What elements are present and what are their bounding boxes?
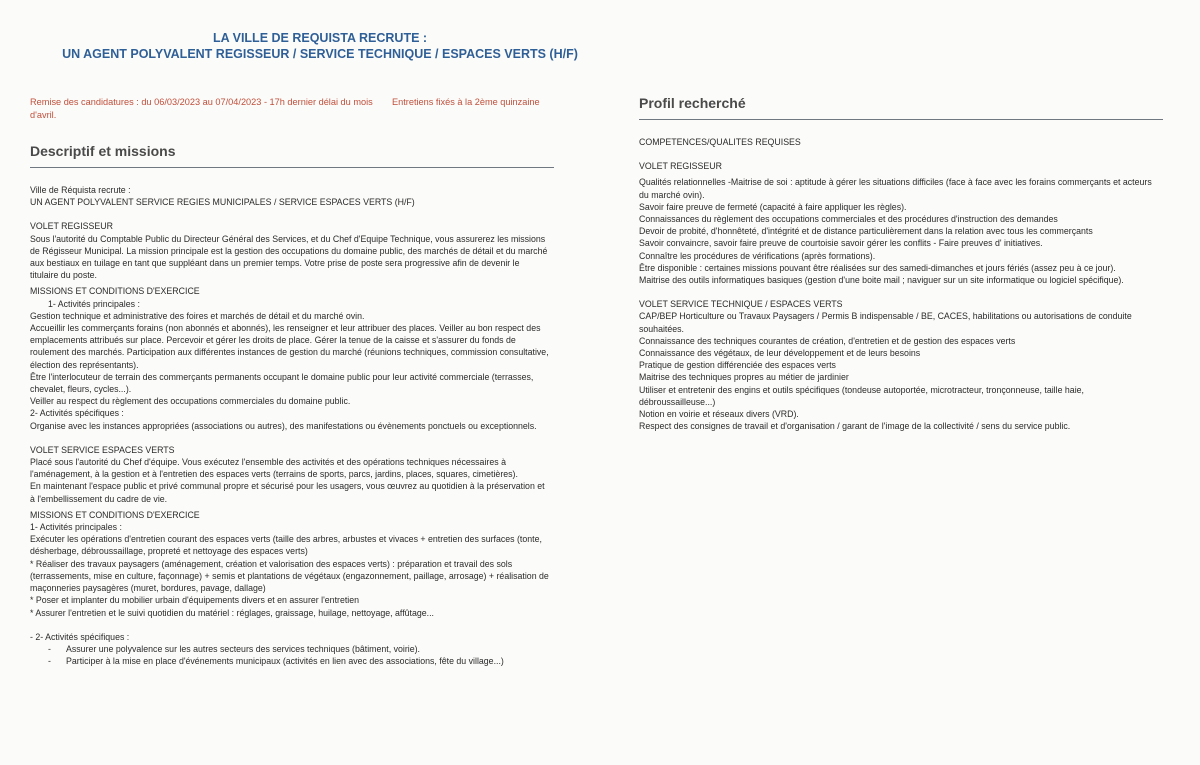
regisseur-qualities-list [639,176,1159,286]
dash-bullet: - [48,656,51,667]
volet-regisseur-title: VOLET REGISSEUR [30,221,113,232]
deadline-block [30,96,570,121]
m2-specific-1: - Assurer une polyvalence sur les autres secteurs des services techniques (bâtiment, voirie). [48,643,420,654]
list-item: Devoir de probité, d'honnêteté, d'intégrité et de distance particulièrement dans la relation avec tous les commerçants [639,226,1093,237]
profil-heading: Profil recherché [639,95,746,111]
right-heading-rule [639,119,1163,120]
dash-bullet: - [48,643,51,654]
left-heading-rule [30,167,554,168]
missions-title-2: MISSIONS ET CONDITIONS D'EXERCICE [30,509,200,520]
list-item: CAP/BEP Horticulture ou Travaux Paysagers / Permis B indispensable / BE, CACES, habilitations ou autorisations de conduite souhaitées. [639,311,1132,334]
m1-item-3: Être l'interlocuteur de terrain des commerçants permanents occupant le domaine public pour leur activité commerciale (terrasses, chevalet, fleurs, cycles...). [30,371,534,395]
title-line-2: UN AGENT POLYVALENT REGISSEUR / SERVICE TECHNIQUE / ESPACES VERTS (H/F) [62,47,578,61]
technique-skills-list [639,310,1159,432]
list-item: Connaissances du règlement des occupations commerciales et des procédures d'instruction des demandes [639,214,1058,225]
descriptif-heading: Descriptif et missions [30,143,176,159]
list-item: Qualités relationnelles -Maitrise de soi : aptitude à gérer les situations difficiles (face à face avec les forains commerçants et acteurs du marché ovin). [639,177,1152,200]
missions-title-1: MISSIONS ET CONDITIONS D'EXERCICE [30,286,200,297]
m2-item-4: * Assurer l'entretien et le suivi quotidien du matériel : réglages, graissage, huilage, nettoyage, affûtage... [30,607,434,618]
intro-line-1: Ville de Réquista recrute : [30,185,131,195]
intro-line-2: UN AGENT POLYVALENT SERVICE REGIES MUNICIPALES / SERVICE ESPACES VERTS (H/F) [30,197,415,208]
activites-principales-1: 1- Activités principales : [48,298,140,309]
list-item: Savoir faire preuve de fermeté (capacité à faire appliquer les règles). [639,201,907,212]
m2-item-1: Exécuter les opérations d'entretien courant des espaces verts (taille des arbres, arbustes et vivaces + entretien des surfaces (tonte, désherbage, débroussaillage, propreté et nettoyage des espaces verts) [30,534,542,557]
list-item: Connaître les procédures de vérifications (après formations). [639,250,876,261]
volet-espaces-verts-p2: En maintenant l'espace public et privé communal propre et sécurisé pour les usagers, vous œuvrez au quotidien à la préservation et à l'embellissement du cadre de vie. [30,481,545,504]
competences-title: COMPETENCES/QUALITES REQUISES [639,137,801,147]
list-item: Utiliser et entretenir des engins et outils spécifiques (tondeuse autoportée, microtracteur, tronçonneuse, taille haie, débroussailleuse...) [639,384,1084,407]
m1-item-4: Veiller au respect du règlement des occupations commerciales du domaine public. [30,396,351,407]
list-item: Connaissance des techniques courantes de création, d'entretien et de gestion des espaces verts [639,335,1016,346]
list-item: Maitrise des techniques propres au métier de jardinier [639,372,849,383]
list-item: Être disponible : certaines missions pouvant être réalisées sur des samedi-dimanches et jours fériés (assez peu à ce jour). [639,262,1116,273]
m2-specific-2: - Participer à la mise en place d'événements municipaux (activités en lien avec des associations, fête du village...) [48,656,504,667]
job-title [30,30,610,62]
list-item: Pratique de gestion différenciée des espaces verts [639,360,836,371]
activites-specifiques-2: - 2- Activités spécifiques : [30,631,130,642]
activites-specifiques-1: 2- Activités spécifiques : [30,408,124,419]
m1-specific-1: Organise avec les instances appropriées (associations ou autres), des manifestations ou évènements ponctuels ou exceptionnels. [30,420,537,431]
m1-item-2: Accueillir les commerçants forains (non abonnés et abonnés), les renseigner et leur attribuer des places. Veiller au bon respect des emplacements attribués sur place. Percevoir et gérer les droits de place. Gérer la tenue de la caisse et s'assurer du fonds de roulement des marchés. Participation aux différentes instances de gestion du marché (réunions techniques, commission consultative, élection des représentants). [30,323,549,370]
list-item: Connaissance des végétaux, de leur développement et de leurs besoins [639,348,921,359]
m2-item-3: * Poser et implanter du mobilier urbain d'équipements divers et en assurer l'entretien [30,595,360,606]
deadline-left: Remise des candidatures : du 06/03/2023 au 07/04/2023 - 17h dernier délai du mois d'avril. [30,97,373,120]
list-item: Respect des consignes de travail et d'organisation / garant de l'image de la collectivité / sens du service public. [639,421,1071,432]
volet-espaces-verts-title: VOLET SERVICE ESPACES VERTS [30,444,175,455]
left-column [30,184,550,667]
deadline-right: Entretiens fixés à la 2ème quinzaine [392,97,540,107]
volet-regisseur-text: Sous l'autorité du Comptable Public du Directeur Général des Services, et du Chef d'Equipe Technique, vous assurerez les missions de Régisseur Municipal. La mission principale est la gestion des occupations du domaine public, des marchés de détail et du marché aux bestiaux en tuilage en tant que suppléant dans un premier temps. Votre prise de poste sera progressive afin de devenir le titulaire du poste. [30,233,548,281]
activites-principales-2: 1- Activités principales : [30,522,122,533]
volet-service-technique-title: VOLET SERVICE TECHNIQUE / ESPACES VERTS [639,299,843,310]
volet-espaces-verts-p1: Placé sous l'autorité du Chef d'équipe. Vous exécutez l'ensemble des activités et des opérations techniques nécessaires à l'aménagement, à la gestion et à l'entretien des espaces verts (terrains de sports, parcs, jardins, places, squares, cimetières). [30,457,518,480]
title-line-1: LA VILLE DE REQUISTA RECRUTE : [212,31,428,45]
list-item: Maitrise des outils informatiques basiques (gestion d'une boite mail ; naviguer sur un site informatique ou logiciel spécifique). [639,275,1124,286]
list-item: Savoir convaincre, savoir faire preuve de courtoisie savoir gérer les conflits - Faire preuves d' initiatives. [639,238,1043,249]
list-item: Notion en voirie et réseaux divers (VRD). [639,409,799,420]
volet-regisseur-title: VOLET REGISSEUR [639,161,722,172]
m2-item-2: * Réaliser des travaux paysagers (aménagement, création et valorisation des espaces verts) : préparation et travail des sols (terrassements, mise en culture, façonnage) + semis et plantations de végétaux (engazonnement, paillage, arrosage) + réalisation de maçonneries paysagères (muret, bordures, pavage, dallage) [30,558,549,594]
m1-item-1: Gestion technique et administrative des foires et marchés de détail et du marché ovin. [30,310,365,321]
right-column [639,136,1159,432]
